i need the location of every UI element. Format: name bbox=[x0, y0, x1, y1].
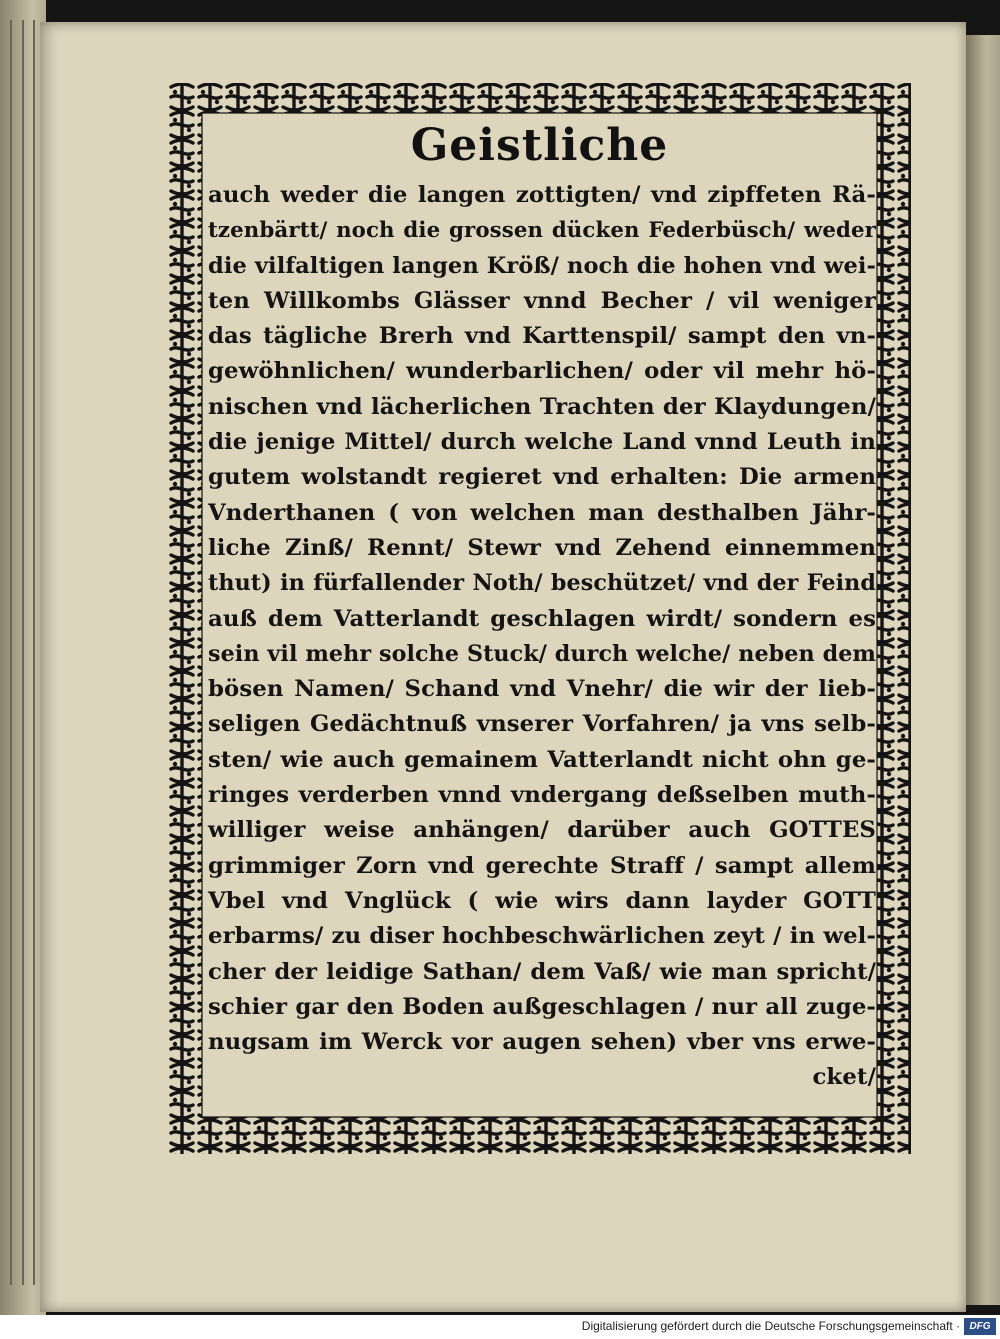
text-line: ten Willkombs Glässer vnnd Becher / vil weniger bbox=[208, 287, 876, 314]
text-line: gutem wolstandt regieret vnd erhalten: Die armen bbox=[208, 464, 876, 491]
text-line: das tägliche Brerh vnd Karttenspil/ sampt den vn- bbox=[208, 323, 876, 350]
text-line: cher der leidige Sathan/ dem Vaß/ wie man spricht/ bbox=[208, 958, 876, 985]
dfg-logo-icon: DFG bbox=[964, 1318, 996, 1335]
text-line: nischen vnd lächerlichen Trachten der Klaydungen/ bbox=[208, 393, 876, 420]
text-line: liche Zinß/ Rennt/ Stewr vnd Zehend einnemmen bbox=[208, 534, 876, 561]
catchword: cket/ bbox=[812, 1064, 876, 1091]
text-block bbox=[208, 178, 876, 1096]
text-line: thut) in fürfallender Noth/ beschützet/ vnd der Feind bbox=[208, 570, 876, 597]
page-edge bbox=[33, 20, 35, 1285]
right-page-edge bbox=[966, 35, 1000, 1305]
text-line: nugsam im Werck vor augen sehen) vber vns erwe- bbox=[208, 1029, 876, 1056]
text-line: sten/ wie auch gemainem Vatterlandt nicht ohn ge- bbox=[208, 746, 876, 773]
text-line: die jenige Mittel/ durch welche Land vnnd Leuth in bbox=[208, 429, 876, 456]
text-line: bösen Namen/ Schand vnd Vnehr/ die wir der lieb- bbox=[208, 676, 876, 703]
text-line: die vilfaltigen langen Kröß/ noch die hohen vnd wei- bbox=[208, 252, 876, 279]
text-line: williger weise anhängen/ darüber auch GOTTES bbox=[208, 817, 876, 844]
text-line: schier gar den Boden außgeschlagen / nur all zuge- bbox=[208, 993, 876, 1020]
text-line: seligen Gedächtnuß vnserer Vorfahren/ ja vns selb- bbox=[208, 711, 876, 738]
funding-credit: Digitalisierung gefördert durch die Deutsche Forschungsgemeinschaft · bbox=[581, 1319, 960, 1333]
footer-bar bbox=[0, 1315, 1000, 1339]
text-line: gewöhnlichen/ wunderbarlichen/ oder vil mehr hö- bbox=[208, 358, 876, 385]
page-title: Geistliche bbox=[410, 120, 669, 171]
text-line: auch weder die langen zottigten/ vnd zipffeten Rä- bbox=[208, 182, 876, 208]
text-line: sein vil mehr solche Stuck/ durch welche/ neben dem bbox=[208, 640, 876, 667]
text-line: Vnderthanen ( von welchen man desthalben Jähr- bbox=[208, 499, 876, 526]
text-line: auß dem Vatterlandt geschlagen wirdt/ sondern es bbox=[208, 605, 876, 632]
page-edge bbox=[22, 20, 24, 1285]
ornamental-frame bbox=[168, 83, 911, 1154]
text-line: erbarms/ zu diser hochbeschwärlichen zeyt / in wel- bbox=[208, 923, 876, 950]
text-line: ringes verderben vnnd vndergang deßselben muth- bbox=[208, 782, 876, 809]
text-line: grimmiger Zorn vnd gerechte Straff / sampt allem bbox=[208, 852, 876, 879]
text-line: tzenbärtt/ noch die grossen dücken Federbüsch/ weder bbox=[208, 218, 876, 244]
text-line: Vbel vnd Vnglück ( wie wirs dann layder GOTT bbox=[208, 887, 876, 914]
page-edge bbox=[10, 20, 12, 1285]
